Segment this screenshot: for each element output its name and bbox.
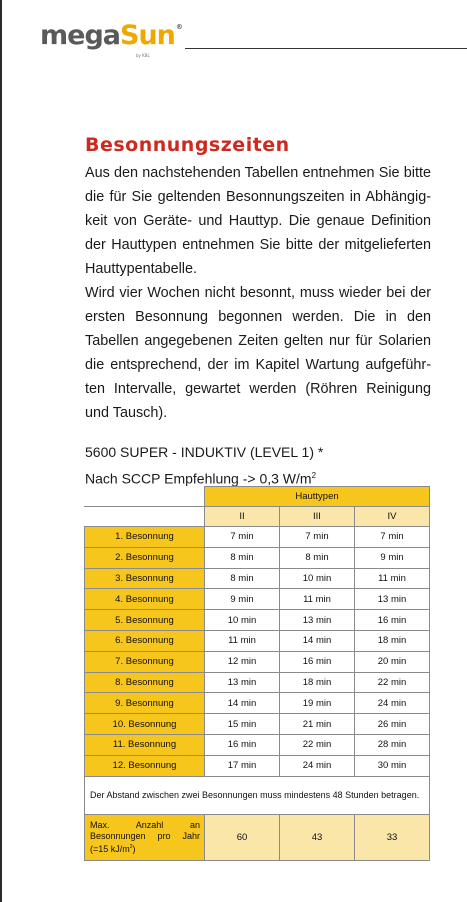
session-duration: 30 min xyxy=(355,755,430,776)
session-label: 2. Besonnung xyxy=(85,547,205,568)
session-duration: 14 min xyxy=(280,630,355,651)
session-duration: 10 min xyxy=(280,568,355,589)
session-duration: 8 min xyxy=(280,547,355,568)
column-header-skin-type: III xyxy=(280,507,355,527)
intro-paragraph-2: Wird vier Wochen nicht besonnt, muss wieder bei der ersten Besonnung begonnen werden. Die in den Tabellen angegebenen Zeiten gelten nur für Solarien die entsprechend, der im Kapitel Wartung aufgeführten Intervalle, gewartet werden (Röhren Reinigung und Tausch). xyxy=(85,285,431,421)
session-duration: 28 min xyxy=(355,734,430,755)
page-title: Besonnungszeiten xyxy=(85,134,290,156)
brand-logo: megaSun® xyxy=(40,20,182,51)
table-row xyxy=(85,547,430,568)
table-row xyxy=(85,630,430,651)
intro-text xyxy=(85,161,431,425)
session-duration: 7 min xyxy=(355,527,430,548)
session-duration: 10 min xyxy=(205,610,280,631)
table-row xyxy=(85,714,430,735)
intro-paragraph-1: Aus den nachstehenden Tabellen entnehmen Sie bitte die für Sie geltenden Besonnungszeiten in Abhängigkeit von Geräte- und Hauttyp. Die genaue Definition der Hauttypen entnehmen Sie bitte der mitgelieferten Hauttypentabelle. xyxy=(85,165,431,277)
skin-type-header: Hauttypen xyxy=(205,487,430,507)
session-duration: 19 min xyxy=(280,693,355,714)
session-label: 11. Besonnung xyxy=(85,734,205,755)
header-divider xyxy=(185,48,467,49)
session-duration: 11 min xyxy=(205,630,280,651)
max-sessions-label: Max. Anzahl an Besonnungen pro Jahr (=15 $kJ/m^2$) xyxy=(85,814,205,860)
session-label: 12. Besonnung xyxy=(85,755,205,776)
table-row xyxy=(85,589,430,610)
session-label: 9. Besonnung xyxy=(85,693,205,714)
device-spec xyxy=(85,441,323,491)
session-duration: 26 min xyxy=(355,714,430,735)
table-row xyxy=(85,568,430,589)
table-row xyxy=(85,734,430,755)
session-duration: 22 min xyxy=(280,734,355,755)
column-header-skin-type: II xyxy=(205,507,280,527)
session-duration: 22 min xyxy=(355,672,430,693)
tanning-schedule-table xyxy=(84,486,430,861)
session-duration: 13 min xyxy=(280,610,355,631)
session-label: 3. Besonnung xyxy=(85,568,205,589)
session-label: 5. Besonnung xyxy=(85,610,205,631)
session-duration: 24 min xyxy=(355,693,430,714)
session-label: 10. Besonnung xyxy=(85,714,205,735)
session-duration: 12 min xyxy=(205,651,280,672)
table-row xyxy=(85,693,430,714)
brand-sub: by KBL xyxy=(136,53,150,58)
session-duration: 14 min xyxy=(205,693,280,714)
session-duration: 8 min xyxy=(205,568,280,589)
table-corner-lower xyxy=(85,507,205,527)
session-duration: 17 min xyxy=(205,755,280,776)
session-duration: 9 min xyxy=(205,589,280,610)
max-sessions-value: 33 xyxy=(355,814,430,860)
session-label: 7. Besonnung xyxy=(85,651,205,672)
session-label: 1. Besonnung xyxy=(85,527,205,548)
page-edge-line xyxy=(0,0,2,902)
session-duration: 16 min xyxy=(355,610,430,631)
session-duration: 9 min xyxy=(355,547,430,568)
table-row xyxy=(85,527,430,548)
interval-note: Der Abstand zwischen zwei Besonnungen muss mindestens 48 Stunden betragen. xyxy=(85,776,430,814)
max-sessions-value: 43 xyxy=(280,814,355,860)
session-duration: 13 min xyxy=(205,672,280,693)
session-duration: 20 min xyxy=(355,651,430,672)
session-label: 6. Besonnung xyxy=(85,630,205,651)
session-duration: 7 min xyxy=(280,527,355,548)
session-duration: 18 min xyxy=(280,672,355,693)
table-corner xyxy=(85,487,205,507)
session-duration: 7 min xyxy=(205,527,280,548)
session-duration: 13 min xyxy=(355,589,430,610)
max-sessions-value: 60 xyxy=(205,814,280,860)
table-row xyxy=(85,672,430,693)
table-row xyxy=(85,755,430,776)
sccp-recommendation: Nach SCCP Empfehlung -> 0,3 $W/m^2$ xyxy=(85,470,317,487)
table-row xyxy=(85,651,430,672)
device-model: 5600 SUPER - INDUKTIV (LEVEL 1) * xyxy=(85,444,324,460)
session-duration: 16 min xyxy=(205,734,280,755)
session-duration: 21 min xyxy=(280,714,355,735)
session-duration: 16 min xyxy=(280,651,355,672)
session-duration: 11 min xyxy=(355,568,430,589)
table-row xyxy=(85,610,430,631)
session-duration: 24 min xyxy=(280,755,355,776)
session-duration: 15 min xyxy=(205,714,280,735)
session-duration: 11 min xyxy=(280,589,355,610)
session-label: 8. Besonnung xyxy=(85,672,205,693)
session-duration: 8 min xyxy=(205,547,280,568)
column-header-skin-type: IV xyxy=(355,507,430,527)
session-duration: 18 min xyxy=(355,630,430,651)
session-label: 4. Besonnung xyxy=(85,589,205,610)
